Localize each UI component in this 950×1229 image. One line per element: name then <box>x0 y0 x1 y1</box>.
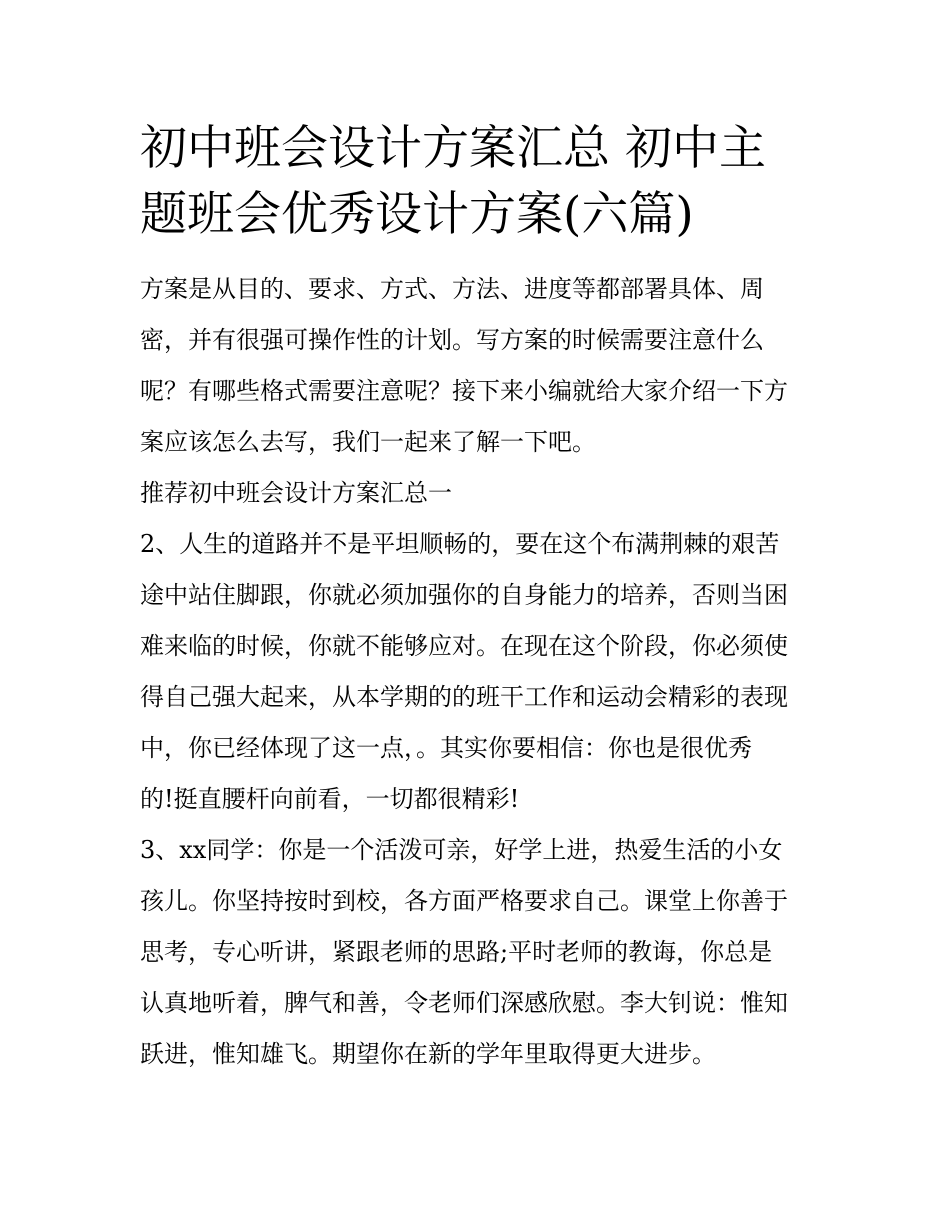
text-line: 跃进，惟知雄飞。期望你在新的学年里取得更大进步。 <box>140 1040 716 1068</box>
comment-paragraph-3 <box>140 825 820 1080</box>
text-line: 思考，专心听讲，紧跟老师的思路;平时老师的教诲，你总是 <box>140 938 773 966</box>
text-line: 途中站住脚跟，你就必须加强你的自身能力的培养，否则当困 <box>140 581 788 609</box>
text-line: 得自己强大起来，从本学期的的班干工作和运动会精彩的表现 <box>140 683 788 711</box>
text-line: 密，并有很强可操作性的计划。写方案的时候需要注意什么 <box>140 326 764 354</box>
text-line: 2、人生的道路并不是平坦顺畅的，要在这个布满荆棘的艰苦 <box>140 530 780 558</box>
text-line: 难来临的时候，你就不能够应对。在现在这个阶段，你必须使 <box>140 632 788 660</box>
title-line: 题班会优秀设计方案(六篇) <box>140 187 694 242</box>
intro-paragraph <box>140 264 820 468</box>
document-content <box>140 116 820 1080</box>
text-line: 推荐初中班会设计方案汇总一 <box>140 479 452 507</box>
document-body <box>140 264 820 1080</box>
section-heading <box>140 468 820 519</box>
comment-paragraph-2 <box>140 519 820 825</box>
text-line: 认真地听着，脾气和善，令老师们深感欣慰。李大钊说：惟知 <box>140 989 788 1017</box>
text-line: 方案是从目的、要求、方式、方法、进度等都部署具体、周 <box>140 275 764 303</box>
text-line: 中，你已经体现了这一点，。其实你要相信：你也是很优秀 <box>140 734 752 762</box>
text-line: 3、xx同学：你是一个活泼可亲，好学上进，热爱生活的小女 <box>140 836 783 864</box>
text-line: 案应该怎么去写，我们一起来了解一下吧。 <box>140 428 596 456</box>
text-line: 的!挺直腰杆向前看，一切都很精彩! <box>140 785 520 813</box>
document-title <box>140 116 820 248</box>
title-line: 初中班会设计方案汇总 初中主 <box>140 121 766 176</box>
text-line: 孩儿。你坚持按时到校，各方面严格要求自己。课堂上你善于 <box>140 887 788 915</box>
text-line: 呢？有哪些格式需要注意呢？接下来小编就给大家介绍一下方 <box>140 377 788 405</box>
